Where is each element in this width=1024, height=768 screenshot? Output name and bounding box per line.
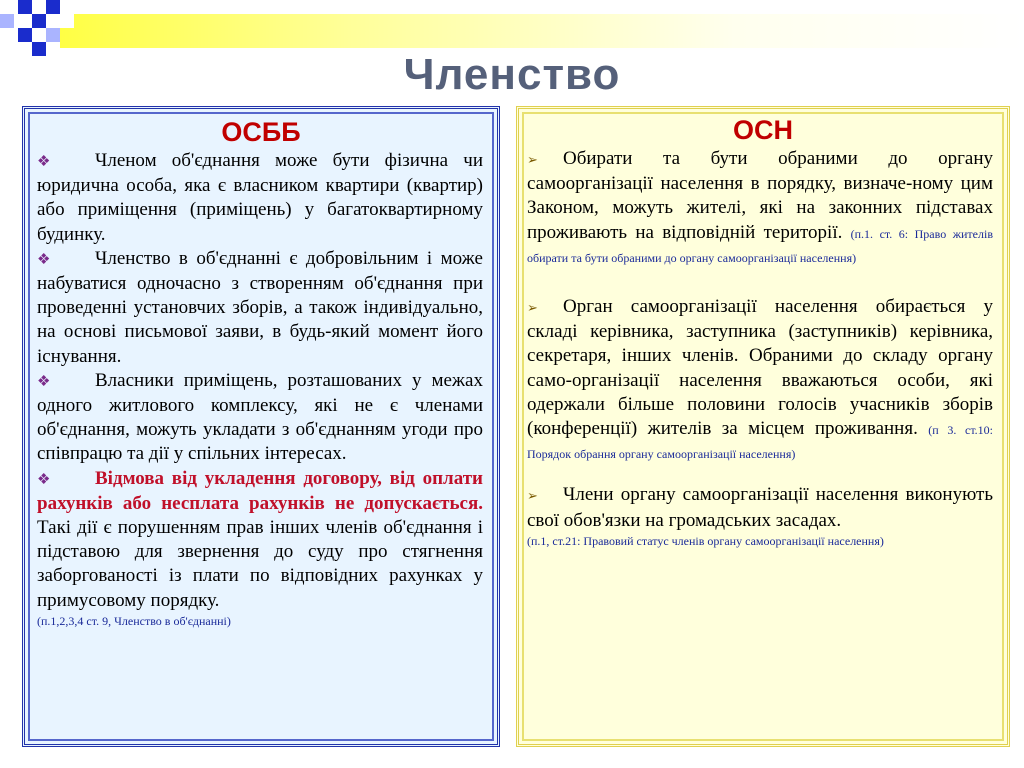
- arrowhead-bullet-icon: ➢: [527, 300, 538, 316]
- gradient-band: [60, 14, 1024, 48]
- square-icon: [46, 28, 60, 42]
- osn-item-punct: .: [913, 418, 929, 440]
- square-icon: [60, 14, 74, 28]
- square-icon: [32, 14, 46, 28]
- osn-item-text: Члени органу самоорганізації населення виконують свої обов'язки на громадських засадах: [527, 484, 993, 531]
- osbb-item: [37, 467, 483, 613]
- square-icon: [0, 14, 14, 28]
- square-icon: [46, 0, 60, 14]
- osn-item: [527, 147, 993, 269]
- arrowhead-bullet-icon: ➢: [527, 152, 538, 167]
- diamond-bullet-icon: ❖: [37, 373, 51, 390]
- square-icon: [18, 0, 32, 14]
- osbb-item: [37, 247, 483, 369]
- osbb-reference: (п.1,2,3,4 ст. 9, Членство в об'єднанні): [37, 613, 231, 628]
- osn-item-text: Орган самоорганізації населення обирається у складі керівника, заступника (заступників) керівника, секретаря, інших членів. Обраними до складу органу само-організації населення вважаються особи, які одержали більше половини голосів учасників зборів (конференції) жителів за місцем проживання: [527, 296, 993, 440]
- arrowhead-bullet-icon: ➢: [527, 488, 538, 504]
- osn-reference: (п 3. ст.10: Порядок обрання органу самоорганізації населення): [527, 423, 994, 462]
- osbb-item-emphasis: Відмова від укладення договору, від оплати рахунків або несплата рахунків не допускається.: [37, 467, 483, 514]
- osbb-text: [37, 149, 483, 629]
- diamond-bullet-icon: ❖: [37, 154, 51, 170]
- osbb-item-text: Членом об'єднання може бути фізична чи юридична особа, яка є власником квартири (квартир) або приміщення (приміщень) у багатоквартирному будинку.: [37, 150, 483, 245]
- diamond-bullet-icon: ❖: [37, 251, 51, 268]
- slide-title: Членство: [403, 50, 621, 99]
- osn-item: [527, 483, 993, 532]
- osn-reference: (п.1. ст. 6: Право жителів обирати та бути обраними до органу самоорганізації населення): [527, 226, 993, 265]
- diamond-bullet-icon: ❖: [37, 471, 51, 488]
- osn-item: [527, 295, 993, 465]
- osn-heading: ОСН: [733, 115, 793, 145]
- osbb-item: [37, 149, 483, 247]
- osn-item-punct: .: [836, 509, 842, 531]
- osn-text: [527, 147, 993, 549]
- osn-item-punct: .: [837, 221, 851, 243]
- osbb-panel: [22, 106, 500, 747]
- square-icon: [18, 28, 32, 42]
- osn-reference: (п.1, ст.21: Правовий статус членів органу самоорганізації населення): [527, 533, 884, 548]
- osbb-item-text: Власники приміщень, розташованих у межах одного житлового комплексу, які не є членами об'єднання, можуть укладати з об'єднанням угоди про співпрацю та дії у спільних інтересах.: [37, 369, 483, 465]
- spacer: [527, 269, 993, 295]
- osbb-item: [37, 369, 483, 467]
- osbb-item-text: Такі дії є порушенням прав інших членів об'єднання і підставою для звернення до суду про стягнення заборгованості із плати по відповідних рахунках у примусовому порядку.: [37, 517, 483, 611]
- osbb-heading: ОСББ: [221, 117, 301, 147]
- spacer: [527, 465, 993, 483]
- osn-item-text: Обирати та бути обраними до органу самоорганізації населення в порядку, визначе-ному цим Законом, можуть жителі, які на законних підставах проживають на відповідній території: [527, 148, 993, 243]
- osn-panel: [516, 106, 1010, 747]
- osbb-item-text: Членство в об'єднанні є добровільним і може набуватися одночасно з створенням об'єднання при проведенні установчих зборів, а також індивідуально, на основі письмової заяви, в будь-який момент його існування.: [37, 247, 483, 367]
